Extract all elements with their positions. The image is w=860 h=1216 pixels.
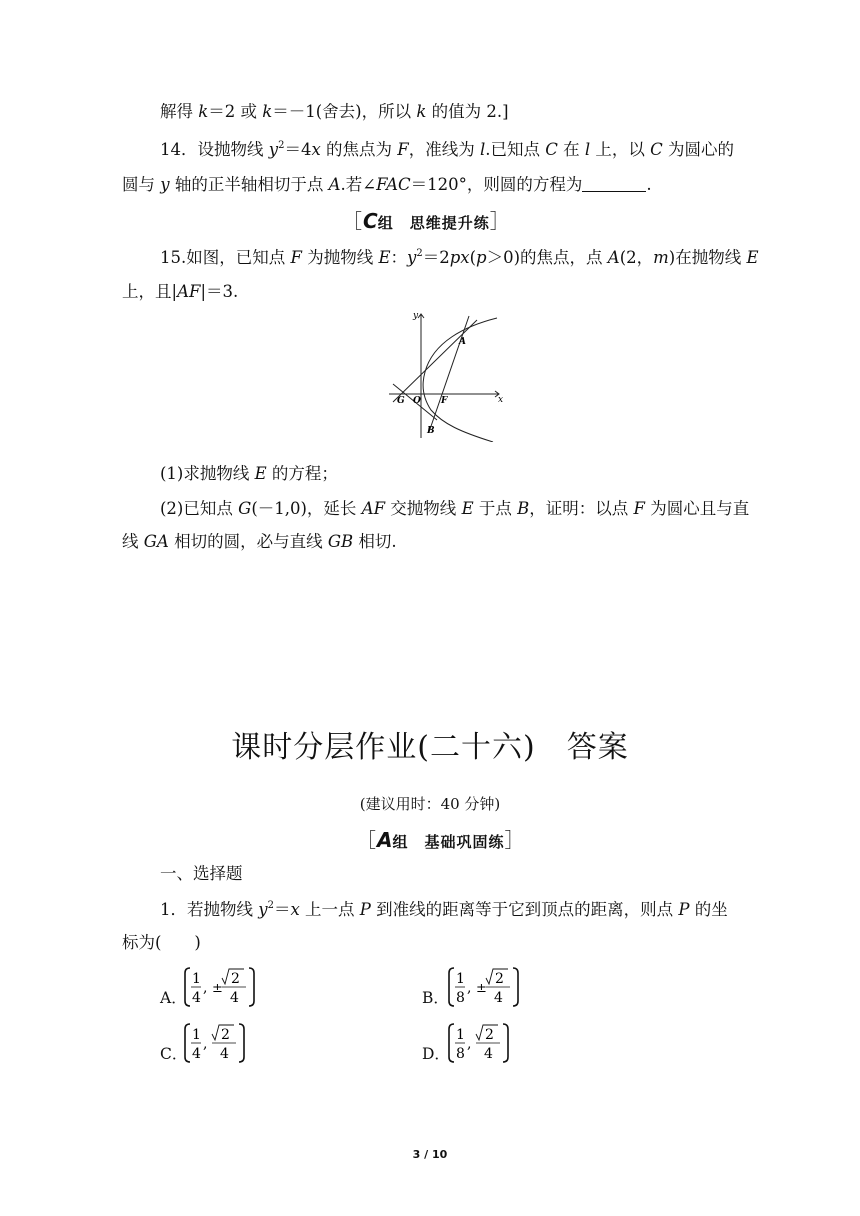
answer-blank: [582, 177, 646, 192]
question-1-line-1: 1．若抛物线 $y^2=x$ 上一点 P 到准线的距离等于它到顶点的距离，则点 P 的坐: [160, 900, 728, 919]
point-f-label: F: [441, 396, 448, 406]
svg-text:8: 8: [456, 1046, 465, 1062]
option-c-value: [184, 1022, 254, 1064]
option-d-label: D．: [422, 1045, 450, 1063]
part-1: (1)求抛物线 E 的方程；: [160, 464, 338, 483]
svg-text:4: 4: [484, 1046, 493, 1062]
solution-line: 解得 k＝2 或 k＝－1(舍去)，所以 k 的值为 2.]: [160, 102, 509, 121]
svg-text:4: 4: [220, 1046, 229, 1062]
page-number: 3 / 10: [412, 1148, 448, 1161]
svg-text:,: ,: [203, 1036, 208, 1052]
svg-text:4: 4: [192, 1046, 201, 1062]
svg-text:2: 2: [485, 1027, 494, 1043]
point-a-label: A: [459, 337, 466, 347]
option-a-label: A．: [160, 989, 187, 1007]
section-heading: 一、选择题: [160, 864, 243, 883]
svg-text:±: ±: [476, 981, 487, 996]
option-a-value: [184, 966, 264, 1008]
svg-text:,: ,: [203, 980, 208, 996]
option-d-value: [448, 1022, 518, 1064]
svg-text:2: 2: [495, 971, 504, 987]
section-banner-a: ［A组 基础巩固练］: [356, 828, 526, 852]
svg-text:2: 2: [221, 1027, 230, 1043]
question-15-line-2: 上，且|AF|＝3.: [122, 282, 239, 301]
option-b-value: [448, 966, 528, 1008]
x-label: x: [498, 395, 504, 405]
origin-label: O: [413, 396, 421, 406]
svg-text:,: ,: [467, 980, 472, 996]
option-c-label: C．: [160, 1045, 188, 1063]
svg-text:1: 1: [192, 1027, 201, 1043]
svg-text:2: 2: [231, 971, 240, 987]
question-14-line-1: 14．设抛物线 $y^2=4x$ 的焦点为 F，准线为 l.已知点 C 在 l 上，以 C 为圆心的: [160, 140, 735, 159]
question-1-line-2: 标为( ): [122, 933, 201, 952]
point-b-label: B: [427, 426, 435, 436]
svg-text:4: 4: [494, 990, 503, 1006]
point-g-label: G: [397, 396, 405, 406]
y-label: y: [413, 311, 419, 321]
svg-text:1: 1: [456, 971, 465, 987]
question-15-line-1: 15.如图，已知点 F 为抛物线 E：$y^2=2px(p>0)$的焦点，点 A(2，m)在抛物线 E: [160, 248, 759, 267]
option-b-label: B．: [422, 989, 449, 1007]
svg-text:8: 8: [456, 990, 465, 1006]
svg-text:1: 1: [192, 971, 201, 987]
question-14-line-2: 圆与 y 轴的正半轴相切于点 A.若∠FAC＝120°，则圆的方程为 .: [122, 175, 652, 194]
svg-text:,: ,: [467, 1036, 472, 1052]
page-subtitle: (建议用时：40 分钟): [359, 795, 501, 813]
section-banner-c: ［C组 思维提升练］: [342, 209, 511, 233]
svg-text:1: 1: [456, 1027, 465, 1043]
line-ga: [393, 320, 477, 402]
part-2-line-2: 线 GA 相切的圆，必与直线 GB 相切.: [122, 532, 397, 551]
part-2-line-1: (2)已知点 G(－1,0)，延长 AF 交抛物线 E 于点 B，证明：以点 F 为圆心且与直: [160, 499, 750, 518]
svg-text:4: 4: [230, 990, 239, 1006]
page-title: 课时分层作业(二十六) 答案: [231, 730, 629, 765]
svg-text:4: 4: [192, 990, 201, 1006]
svg-text:±: ±: [212, 981, 223, 996]
parabola-figure: [385, 306, 505, 442]
